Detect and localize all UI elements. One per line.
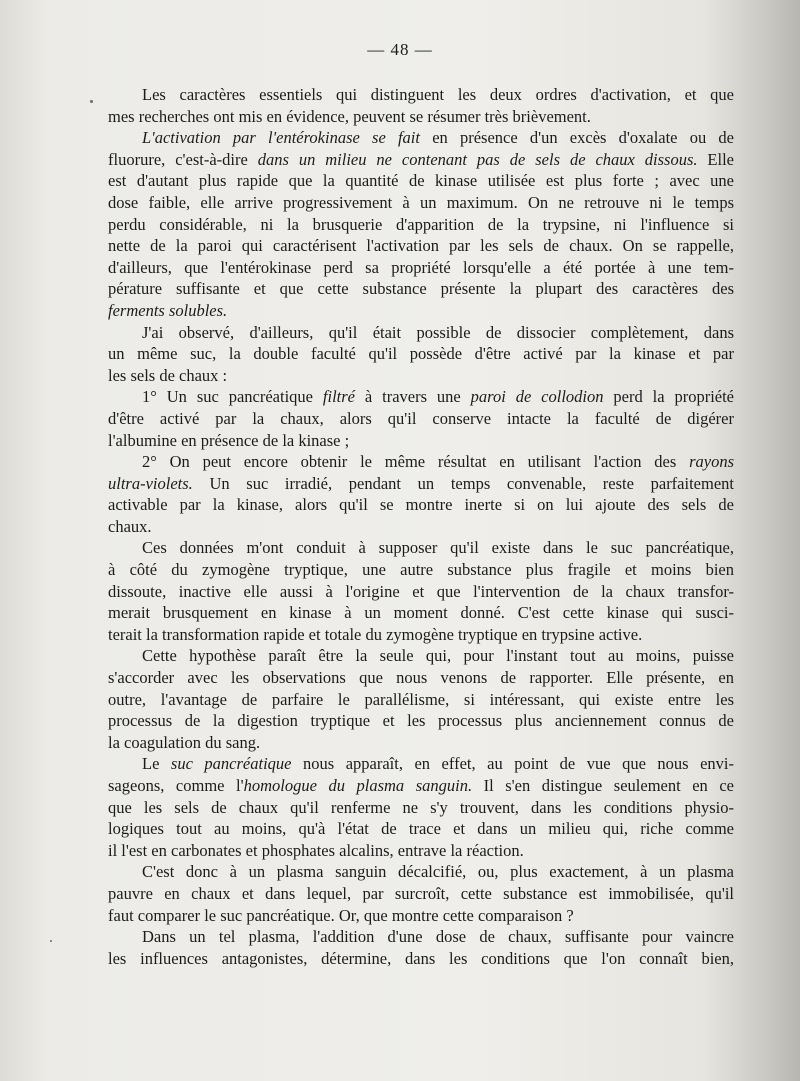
text-line: pérature suffisante et que cette substance présente la plupart des caractères des bbox=[108, 279, 734, 299]
text-line: merait brusquement en kinase à un moment donné. C'est cette kinase qui susci- bbox=[108, 603, 734, 623]
text-line: J'ai observé, d'ailleurs, qu'il était possible de dissocier complètement, dans bbox=[142, 322, 734, 342]
text-line: dissoute, inactive elle aussi à l'origine et que l'intervention de la chaux transfor- bbox=[108, 581, 734, 601]
text-line: d'ailleurs, que l'entérokinase perd sa propriété lorsqu'elle a été portée à une tem- bbox=[108, 257, 734, 277]
text-line: terait la transformation rapide et totale du zymogène tryptique en trypsine active. bbox=[108, 624, 643, 644]
text-line: sageons, comme l'homologue du plasma sanguin. Il s'en distingue seulement en ce bbox=[108, 776, 734, 795]
text-line: les sels de chaux : bbox=[108, 365, 228, 385]
text-line: logiques tout au moins, qu'à l'état de trace et dans un milieu qui, riche comme bbox=[108, 819, 734, 839]
text-line: Ces données m'ont conduit à supposer qu'il existe dans le suc pancréatique, bbox=[142, 538, 734, 558]
text-line: un même suc, la double faculté qu'il possède d'être activé par la kinase et par bbox=[108, 344, 734, 364]
text-line: ferments solubles. bbox=[108, 300, 228, 320]
text-line: processus de la digestion tryptique et les processus plus anciennement connus de bbox=[108, 711, 734, 731]
text-line: activable par la kinase, alors qu'il se montre inerte si on lui ajoute des sels de bbox=[108, 495, 734, 515]
text-line: nette de la paroi qui caractérisent l'activation par les sels de chaux. On se rappelle, bbox=[108, 236, 734, 256]
text-line: perdu considérable, ni la brusquerie d'apparition de la trypsine, ni l'influence si bbox=[108, 214, 734, 234]
text-line: la coagulation du sang. bbox=[108, 732, 261, 752]
text-line: chaux. bbox=[108, 516, 152, 536]
page-number: — 48 — bbox=[367, 40, 433, 59]
text-line: L'activation par l'entérokinase se fait en présence d'un excès d'oxalate ou de bbox=[142, 128, 734, 148]
text-line: est d'autant plus rapide que la quantité de kinase utilisée est plus forte ; avec une bbox=[108, 171, 734, 191]
body-text bbox=[108, 84, 734, 969]
text-line: Cette hypothèse paraît être la seule qui, pour l'instant tout au moins, puisse bbox=[142, 646, 734, 666]
text-line: l'albumine en présence de la kinase ; bbox=[108, 430, 350, 450]
text-line: ultra-violets. Un suc irradié, pendant un temps convenable, reste parfaitement bbox=[108, 473, 734, 493]
text-line: faut comparer le suc pancréatique. Or, que montre cette comparaison ? bbox=[108, 905, 574, 925]
scan-speck bbox=[50, 940, 52, 942]
text-line: 2° On peut encore obtenir le même résultat en utilisant l'action des rayons bbox=[142, 452, 734, 472]
text-line: il l'est en carbonates et phosphates alcalins, entrave la réaction. bbox=[108, 840, 524, 860]
scan-speck bbox=[90, 100, 93, 103]
text-line: dose faible, elle arrive progressivement à un maximum. On ne retrouve ni le temps bbox=[108, 192, 734, 212]
text-line: à côté du zymogène tryptique, une autre substance plus fragile et moins bien bbox=[108, 560, 734, 580]
text-line: fluorure, c'est-à-dire dans un milieu ne contenant pas de sels de chaux dissous. Elle bbox=[108, 149, 734, 169]
text-line: Les caractères essentiels qui distinguent les deux ordres d'activation, et que bbox=[142, 85, 734, 104]
text-line: 1° Un suc pancréatique filtré à travers une paroi de collodion perd la propriété bbox=[142, 387, 735, 407]
text-line: Le suc pancréatique nous apparaît, en effet, au point de vue que nous envi- bbox=[142, 754, 734, 774]
text-line: pauvre en chaux et dans lequel, par surcroît, cette substance est immobilisée, qu'il bbox=[108, 883, 734, 903]
text-line: Dans un tel plasma, l'addition d'une dose de chaux, suffisante pour vaincre bbox=[142, 927, 734, 947]
text-line: outre, l'avantage de parfaire le parallélisme, si intéressant, qui existe entre les bbox=[108, 689, 734, 709]
text-line: que les sels de chaux qu'il renferme ne s'y trouvent, dans les conditions physio- bbox=[108, 797, 734, 817]
text-line: C'est donc à un plasma sanguin décalcifié, ou, plus exactement, à un plasma bbox=[142, 862, 734, 882]
text-line: les influences antagonistes, détermine, dans les conditions que l'on connaît bien, bbox=[108, 948, 734, 968]
text-line: d'être activé par la chaux, alors qu'il conserve intacte la faculté de digérer bbox=[108, 408, 734, 428]
text-line: mes recherches ont mis en évidence, peuvent se résumer très brièvement. bbox=[108, 106, 591, 126]
text-line: s'accorder avec les observations que nous venons de rapporter. Elle présente, en bbox=[108, 668, 734, 688]
